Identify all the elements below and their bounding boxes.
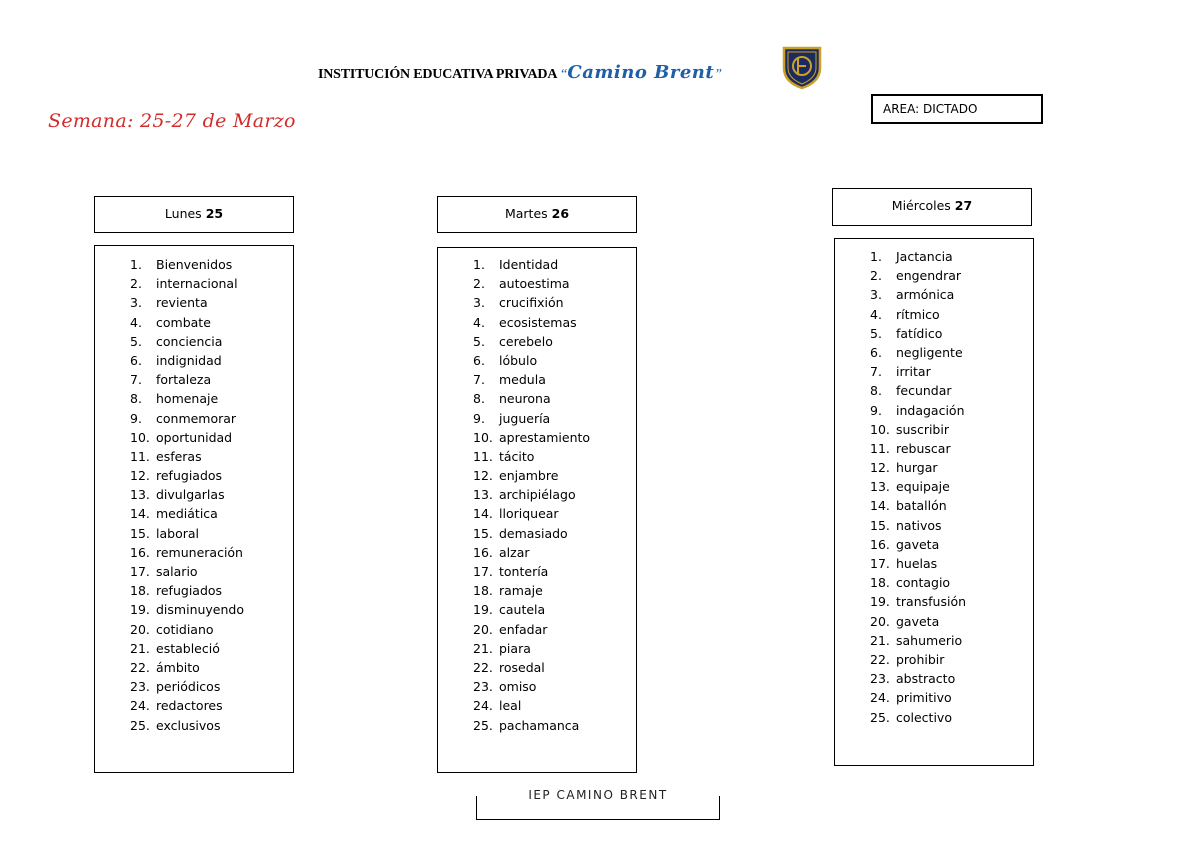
item-number: 1. (473, 257, 485, 272)
list-item (870, 458, 966, 477)
item-number: 22. (130, 659, 150, 675)
school-name: Camino Brent (567, 62, 715, 83)
item-number: 17. (130, 564, 150, 579)
item-number: 20. (130, 621, 150, 637)
item-number: 18. (870, 575, 890, 591)
institution-label: INSTITUCIÓN EDUCATIVA PRIVADA (318, 67, 557, 82)
list-item (130, 485, 244, 504)
word-list-monday (94, 245, 294, 773)
list-item (130, 447, 244, 466)
list-item (130, 562, 244, 581)
item-word: cerebelo (499, 333, 553, 349)
item-word: esferas (156, 448, 202, 464)
item-number: 24. (473, 698, 493, 714)
list-item (870, 285, 966, 304)
item-number: 11. (130, 448, 150, 464)
list-item (130, 466, 244, 485)
list-item (870, 573, 966, 592)
list-item (473, 274, 590, 293)
item-word: tontería (499, 564, 549, 579)
item-number: 1. (130, 257, 142, 272)
list-item (473, 658, 590, 677)
item-word: sahumerio (896, 632, 963, 648)
item-number: 5. (130, 333, 142, 349)
item-number: 25. (130, 717, 150, 733)
list-item (870, 247, 966, 266)
item-word: cotidiano (156, 621, 214, 637)
list-item (473, 332, 590, 351)
school-crest-icon (780, 44, 824, 90)
item-number: 12. (870, 460, 890, 476)
list-item (130, 677, 244, 696)
item-word: demasiado (499, 525, 568, 541)
close-quote: ” (714, 67, 722, 82)
item-number: 2. (473, 276, 485, 292)
item-word: archipiélago (499, 487, 576, 503)
open-quote: “ (559, 67, 568, 82)
item-number: 11. (473, 448, 493, 464)
item-number: 21. (870, 632, 890, 648)
item-word: leal (499, 698, 522, 714)
item-number: 5. (473, 333, 485, 349)
item-number: 7. (473, 372, 485, 388)
footer-box (476, 788, 720, 820)
item-word: enjambre (499, 468, 559, 484)
item-word: exclusivos (156, 717, 221, 733)
item-number: 2. (870, 268, 882, 284)
item-word: negligente (896, 344, 963, 360)
list-item (473, 293, 590, 312)
item-number: 8. (473, 391, 485, 407)
item-word: gaveta (896, 536, 940, 552)
day-header-wednesday (832, 188, 1032, 226)
list-item (870, 477, 966, 496)
item-word: pachamanca (499, 717, 580, 733)
list-item (870, 381, 966, 400)
item-number: 17. (870, 556, 890, 571)
item-word: suscribir (896, 421, 949, 437)
item-number: 14. (870, 498, 890, 514)
item-number: 15. (870, 517, 890, 533)
item-word: combate (156, 314, 211, 330)
list-item (473, 504, 590, 523)
item-number: 23. (130, 679, 150, 695)
item-word: Bienvenidos (156, 257, 233, 272)
item-word: piara (499, 640, 531, 656)
item-number: 8. (130, 391, 142, 407)
list-item (130, 313, 244, 332)
item-word: colectivo (896, 709, 952, 725)
item-word: abstracto (896, 671, 956, 687)
item-number: 7. (870, 364, 882, 380)
item-word: medula (499, 372, 546, 388)
list-item (130, 524, 244, 543)
list-item (473, 600, 590, 619)
item-word: alzar (499, 544, 530, 560)
item-word: oportunidad (156, 429, 233, 445)
item-word: armónica (896, 287, 955, 303)
list-item (130, 639, 244, 658)
item-number: 16. (130, 544, 150, 560)
item-number: 20. (473, 621, 493, 637)
item-word: engendrar (896, 268, 962, 284)
item-number: 18. (473, 583, 493, 599)
day-number: 27 (954, 198, 973, 213)
item-word: divulgarlas (156, 487, 225, 503)
item-word: periódicos (156, 679, 221, 695)
list-item (473, 485, 590, 504)
list-item (473, 677, 590, 696)
item-number: 23. (473, 679, 493, 695)
list-item (870, 324, 966, 343)
item-word: fortaleza (156, 372, 212, 388)
item-word: salario (156, 564, 198, 579)
institution-header (318, 62, 722, 83)
list-item (130, 428, 244, 447)
list-item (130, 389, 244, 408)
item-number: 13. (473, 487, 493, 503)
week-title: Semana: 25-27 de Marzo (48, 110, 296, 132)
item-number: 3. (473, 295, 485, 311)
item-word: primitivo (896, 690, 952, 706)
list-item (130, 293, 244, 312)
item-number: 24. (870, 690, 890, 706)
footer-text: IEP CAMINO BRENT (528, 788, 668, 802)
list-item (473, 370, 590, 389)
list-item (870, 266, 966, 285)
item-number: 19. (130, 602, 150, 618)
list-item (130, 332, 244, 351)
list-item (130, 716, 244, 735)
item-word: huelas (896, 556, 938, 571)
word-list-tuesday (437, 247, 637, 773)
item-number: 4. (130, 314, 142, 330)
item-word: revienta (156, 295, 208, 311)
item-number: 2. (130, 276, 142, 292)
item-word: Identidad (499, 257, 559, 272)
item-number: 15. (473, 525, 493, 541)
item-number: 21. (473, 640, 493, 656)
item-number: 6. (473, 352, 485, 368)
item-number: 9. (473, 410, 485, 426)
item-number: 3. (130, 295, 142, 311)
item-word: rítmico (896, 306, 940, 322)
item-word: redactores (156, 698, 223, 714)
list-item (870, 343, 966, 362)
list-item (870, 362, 966, 381)
word-list (130, 255, 244, 735)
list-item (870, 554, 966, 573)
list-item (870, 612, 966, 631)
day-header-tuesday (437, 196, 637, 233)
day-name: Martes (504, 206, 548, 221)
item-number: 12. (130, 468, 150, 484)
item-word: nativos (896, 517, 942, 533)
item-word: gaveta (896, 613, 940, 629)
item-number: 25. (473, 717, 493, 733)
list-item (473, 524, 590, 543)
item-word: rebuscar (896, 440, 951, 456)
list-item (473, 716, 590, 735)
item-number: 10. (473, 429, 493, 445)
item-word: transfusión (896, 594, 967, 610)
item-number: 1. (870, 249, 882, 264)
item-number: 10. (870, 421, 890, 437)
item-word: equipaje (896, 479, 950, 495)
item-word: cautela (499, 602, 546, 618)
list-item (130, 504, 244, 523)
list-item (130, 351, 244, 370)
item-number: 14. (130, 506, 150, 522)
item-word: prohibir (896, 651, 945, 667)
item-number: 9. (130, 410, 142, 426)
list-item (473, 581, 590, 600)
list-item (870, 650, 966, 669)
item-number: 5. (870, 325, 882, 341)
word-list (870, 247, 966, 727)
list-item (870, 439, 966, 458)
item-number: 13. (870, 479, 890, 495)
item-word: conciencia (156, 333, 223, 349)
list-item (473, 255, 590, 274)
item-word: internacional (156, 276, 238, 292)
item-word: hurgar (896, 460, 938, 476)
item-word: Jactancia (896, 249, 953, 264)
item-word: enfadar (499, 621, 548, 637)
item-number: 12. (473, 468, 493, 484)
list-item (870, 688, 966, 707)
list-item (130, 274, 244, 293)
item-word: ramaje (499, 583, 543, 599)
list-item (473, 428, 590, 447)
item-number: 3. (870, 287, 882, 303)
item-word: juguería (499, 410, 551, 426)
list-item (870, 305, 966, 324)
list-item (473, 466, 590, 485)
item-number: 19. (473, 602, 493, 618)
item-number: 16. (870, 536, 890, 552)
list-item (130, 696, 244, 715)
item-number: 6. (130, 352, 142, 368)
list-item (130, 255, 244, 274)
item-word: ecosistemas (499, 314, 577, 330)
list-item (870, 516, 966, 535)
item-number: 4. (870, 306, 882, 322)
item-word: conmemorar (156, 410, 237, 426)
list-item (870, 535, 966, 554)
item-word: aprestamiento (499, 429, 591, 445)
item-word: neurona (499, 391, 551, 407)
item-word: lloriquear (499, 506, 559, 522)
item-word: irritar (896, 364, 931, 380)
list-item (130, 658, 244, 677)
item-number: 21. (130, 640, 150, 656)
list-item (473, 639, 590, 658)
list-item (870, 669, 966, 688)
day-name: Miércoles (891, 198, 951, 213)
list-item (473, 562, 590, 581)
item-number: 8. (870, 383, 882, 399)
list-item (130, 543, 244, 562)
item-word: refugiados (156, 468, 223, 484)
item-word: autoestima (499, 276, 570, 292)
list-item (130, 600, 244, 619)
item-word: homenaje (156, 391, 219, 407)
day-name: Lunes (164, 206, 202, 221)
list-item (870, 592, 966, 611)
item-word: omiso (499, 679, 537, 695)
list-item (870, 496, 966, 515)
item-word: laboral (156, 525, 199, 541)
item-word: remuneración (156, 544, 243, 560)
item-word: indagación (896, 402, 965, 418)
list-item (473, 351, 590, 370)
word-list (473, 255, 590, 735)
item-number: 24. (130, 698, 150, 714)
item-number: 9. (870, 402, 882, 418)
list-item (870, 420, 966, 439)
list-item (473, 543, 590, 562)
item-word: tácito (499, 448, 535, 464)
item-number: 18. (130, 583, 150, 599)
item-word: batallón (896, 498, 947, 514)
day-header-monday (94, 196, 294, 233)
item-number: 19. (870, 594, 890, 610)
item-number: 20. (870, 613, 890, 629)
list-item (473, 447, 590, 466)
item-number: 4. (473, 314, 485, 330)
item-number: 22. (870, 651, 890, 667)
day-number: 26 (551, 206, 570, 221)
item-word: crucifixión (499, 295, 564, 311)
list-item (473, 313, 590, 332)
list-item (473, 389, 590, 408)
item-number: 23. (870, 671, 890, 687)
item-word: indignidad (156, 352, 222, 368)
day-number: 25 (205, 206, 224, 221)
list-item (870, 708, 966, 727)
item-number: 22. (473, 659, 493, 675)
list-item (130, 620, 244, 639)
item-word: fecundar (896, 383, 952, 399)
list-item (473, 620, 590, 639)
item-word: fatídico (896, 325, 943, 341)
item-number: 25. (870, 709, 890, 725)
item-word: mediática (156, 506, 218, 522)
list-item (130, 409, 244, 428)
item-number: 10. (130, 429, 150, 445)
item-word: estableció (156, 640, 220, 656)
item-word: rosedal (499, 659, 545, 675)
item-word: lóbulo (499, 352, 538, 368)
list-item (473, 696, 590, 715)
item-number: 7. (130, 372, 142, 388)
item-number: 13. (130, 487, 150, 503)
list-item (473, 409, 590, 428)
area-label: AREA: DICTADO (871, 94, 1043, 124)
item-word: ámbito (156, 659, 200, 675)
word-list-wednesday (834, 238, 1034, 766)
item-number: 6. (870, 344, 882, 360)
item-number: 11. (870, 440, 890, 456)
list-item (130, 370, 244, 389)
item-number: 16. (473, 544, 493, 560)
list-item (130, 581, 244, 600)
list-item (870, 631, 966, 650)
item-word: contagio (896, 575, 951, 591)
item-number: 15. (130, 525, 150, 541)
item-number: 14. (473, 506, 493, 522)
item-word: refugiados (156, 583, 223, 599)
item-word: disminuyendo (156, 602, 245, 618)
item-number: 17. (473, 564, 493, 579)
list-item (870, 401, 966, 420)
